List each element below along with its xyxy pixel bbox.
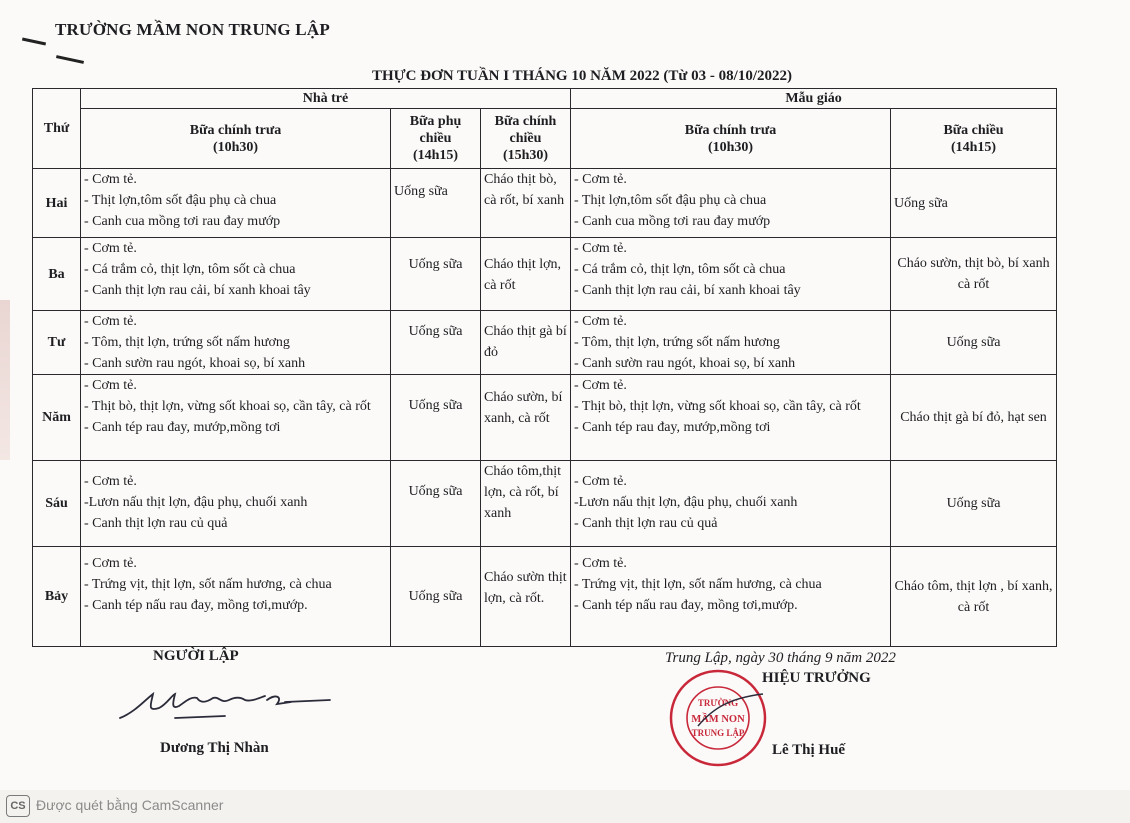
svg-text:TRUNG LẬP: TRUNG LẬP [691, 728, 745, 738]
day-cell: Năm [33, 375, 81, 461]
principal-name: Lê Thị Huế [772, 742, 846, 758]
column-header: Bữa chính trưa (10h30) [81, 109, 391, 169]
nt-main-cell: - Cơm tẻ. - Trứng vịt, thịt lợn, sốt nấm hương, cà chua - Canh tép nấu rau đay, mồng tơi,mướp. [81, 547, 391, 647]
school-name: TRƯỜNG MẦM NON TRUNG LẬP [55, 20, 330, 39]
day-cell: Bảy [33, 547, 81, 647]
header-mark [56, 55, 84, 64]
mg-main-cell: - Cơm tẻ. - Cá trắm cỏ, thịt lợn, tôm sốt cà chua - Canh thịt lợn rau cải, bí xanh khoai tây [571, 238, 891, 311]
mg-main-cell: - Cơm tẻ. -Lươn nấu thịt lợn, đậu phụ, chuối xanh - Canh thịt lợn rau củ quả [571, 461, 891, 547]
table-row [33, 169, 1057, 238]
svg-text:TRƯỜNG: TRƯỜNG [697, 698, 739, 708]
handwritten-signature [115, 686, 335, 726]
day-cell: Tư [33, 311, 81, 375]
mg-main-cell: - Cơm tẻ. - Thịt lợn,tôm sốt đậu phụ cà chua - Canh cua mồng tơi rau đay mướp [571, 169, 891, 238]
table-row [33, 375, 1057, 461]
mg-main-cell: - Cơm tẻ. - Trứng vịt, thịt lợn, sốt nấm hương, cà chua - Canh tép nấu rau đay, mồng tơi,mướp. [571, 547, 891, 647]
mg-afternoon-cell: Uống sữa [891, 311, 1057, 375]
nt-snack-cell: Uống sữa [391, 238, 481, 311]
menu-title: THỰC ĐƠN TUẦN I THÁNG 10 NĂM 2022 (Từ 03 - 08/10/2022) [372, 68, 792, 84]
scanner-watermark-text: Được quét bằng CamScanner [36, 797, 224, 813]
preparer-role: NGƯỜI LẬP [153, 648, 239, 664]
nt-afternoon-cell: Cháo thịt gà bí đỏ [481, 311, 571, 375]
nt-snack-cell: Uống sữa [391, 461, 481, 547]
group-header-mau-giao: Mẫu giáo [571, 89, 1057, 109]
mg-main-cell: - Cơm tẻ. - Thịt bò, thịt lợn, vừng sốt khoai sọ, cần tây, cà rốt - Canh tép rau đay, mướp,mồng tơi [571, 375, 891, 461]
mg-afternoon-cell: Uống sữa [891, 169, 1057, 238]
nt-main-cell: - Cơm tẻ. - Thịt bò, thịt lợn, vừng sốt khoai sọ, cần tây, cà rốt - Canh tép rau đay, mướp,mồng tơi [81, 375, 391, 461]
column-header: Bữa chiều (14h15) [891, 109, 1057, 169]
nt-main-cell: - Cơm tẻ. -Lươn nấu thịt lợn, đậu phụ, chuối xanh - Canh thịt lợn rau củ quả [81, 461, 391, 547]
column-header: Bữa phụ chiều (14h15) [391, 109, 481, 169]
page-edge-shadow [0, 300, 10, 460]
weekly-menu-table [32, 88, 1057, 647]
sign-date: Trung Lập, ngày 30 tháng 9 năm 2022 [665, 650, 896, 666]
header-mark [22, 38, 46, 46]
column-header: Bữa chính chiều (15h30) [481, 109, 571, 169]
column-header: Bữa chính trưa (10h30) [571, 109, 891, 169]
mg-afternoon-cell: Cháo thịt gà bí đỏ, hạt sen [891, 375, 1057, 461]
scanner-watermark-bar [0, 790, 1130, 823]
nt-main-cell: - Cơm tẻ. - Cá trắm cỏ, thịt lợn, tôm sốt cà chua - Canh thịt lợn rau cải, bí xanh khoai tây [81, 238, 391, 311]
day-cell: Sáu [33, 461, 81, 547]
nt-snack-cell: Uống sữa [391, 375, 481, 461]
nt-afternoon-cell: Cháo thịt lợn, cà rốt [481, 238, 571, 311]
mg-afternoon-cell: Uống sữa [891, 461, 1057, 547]
nt-snack-cell: Uống sữa [391, 311, 481, 375]
group-header-nha-tre: Nhà trẻ [81, 89, 571, 109]
day-cell: Hai [33, 169, 81, 238]
camscanner-icon: CS [6, 795, 30, 817]
nt-main-cell: - Cơm tẻ. - Thịt lợn,tôm sốt đậu phụ cà chua - Canh cua mồng tơi rau đay mướp [81, 169, 391, 238]
svg-text:MẦM NON: MẦM NON [691, 714, 745, 725]
nt-afternoon-cell: Cháo sườn, bí xanh, cà rốt [481, 375, 571, 461]
nt-main-cell: - Cơm tẻ. - Tôm, thịt lợn, trứng sốt nấm hương - Canh sườn rau ngót, khoai sọ, bí xanh [81, 311, 391, 375]
day-cell: Ba [33, 238, 81, 311]
day-column-header: Thứ [33, 89, 81, 169]
table-row [33, 311, 1057, 375]
preparer-name: Dương Thị Nhàn [160, 740, 269, 756]
principal-role: HIỆU TRƯỞNG [762, 670, 871, 686]
official-seal [668, 668, 768, 768]
table-row [33, 547, 1057, 647]
table-row [33, 461, 1057, 547]
mg-afternoon-cell: Cháo sườn, thịt bò, bí xanh cà rốt [891, 238, 1057, 311]
mg-main-cell: - Cơm tẻ. - Tôm, thịt lợn, trứng sốt nấm hương - Canh sườn rau ngót, khoai sọ, bí xanh [571, 311, 891, 375]
nt-snack-cell: Uống sữa [391, 547, 481, 647]
nt-snack-cell: Uống sữa [391, 169, 481, 238]
table-row [33, 238, 1057, 311]
nt-afternoon-cell: Cháo thịt bò, cà rốt, bí xanh [481, 169, 571, 238]
mg-afternoon-cell: Cháo tôm, thịt lợn , bí xanh, cà rốt [891, 547, 1057, 647]
nt-afternoon-cell: Cháo tôm,thịt lợn, cà rốt, bí xanh [481, 461, 571, 547]
nt-afternoon-cell: Cháo sườn thịt lợn, cà rốt. [481, 547, 571, 647]
